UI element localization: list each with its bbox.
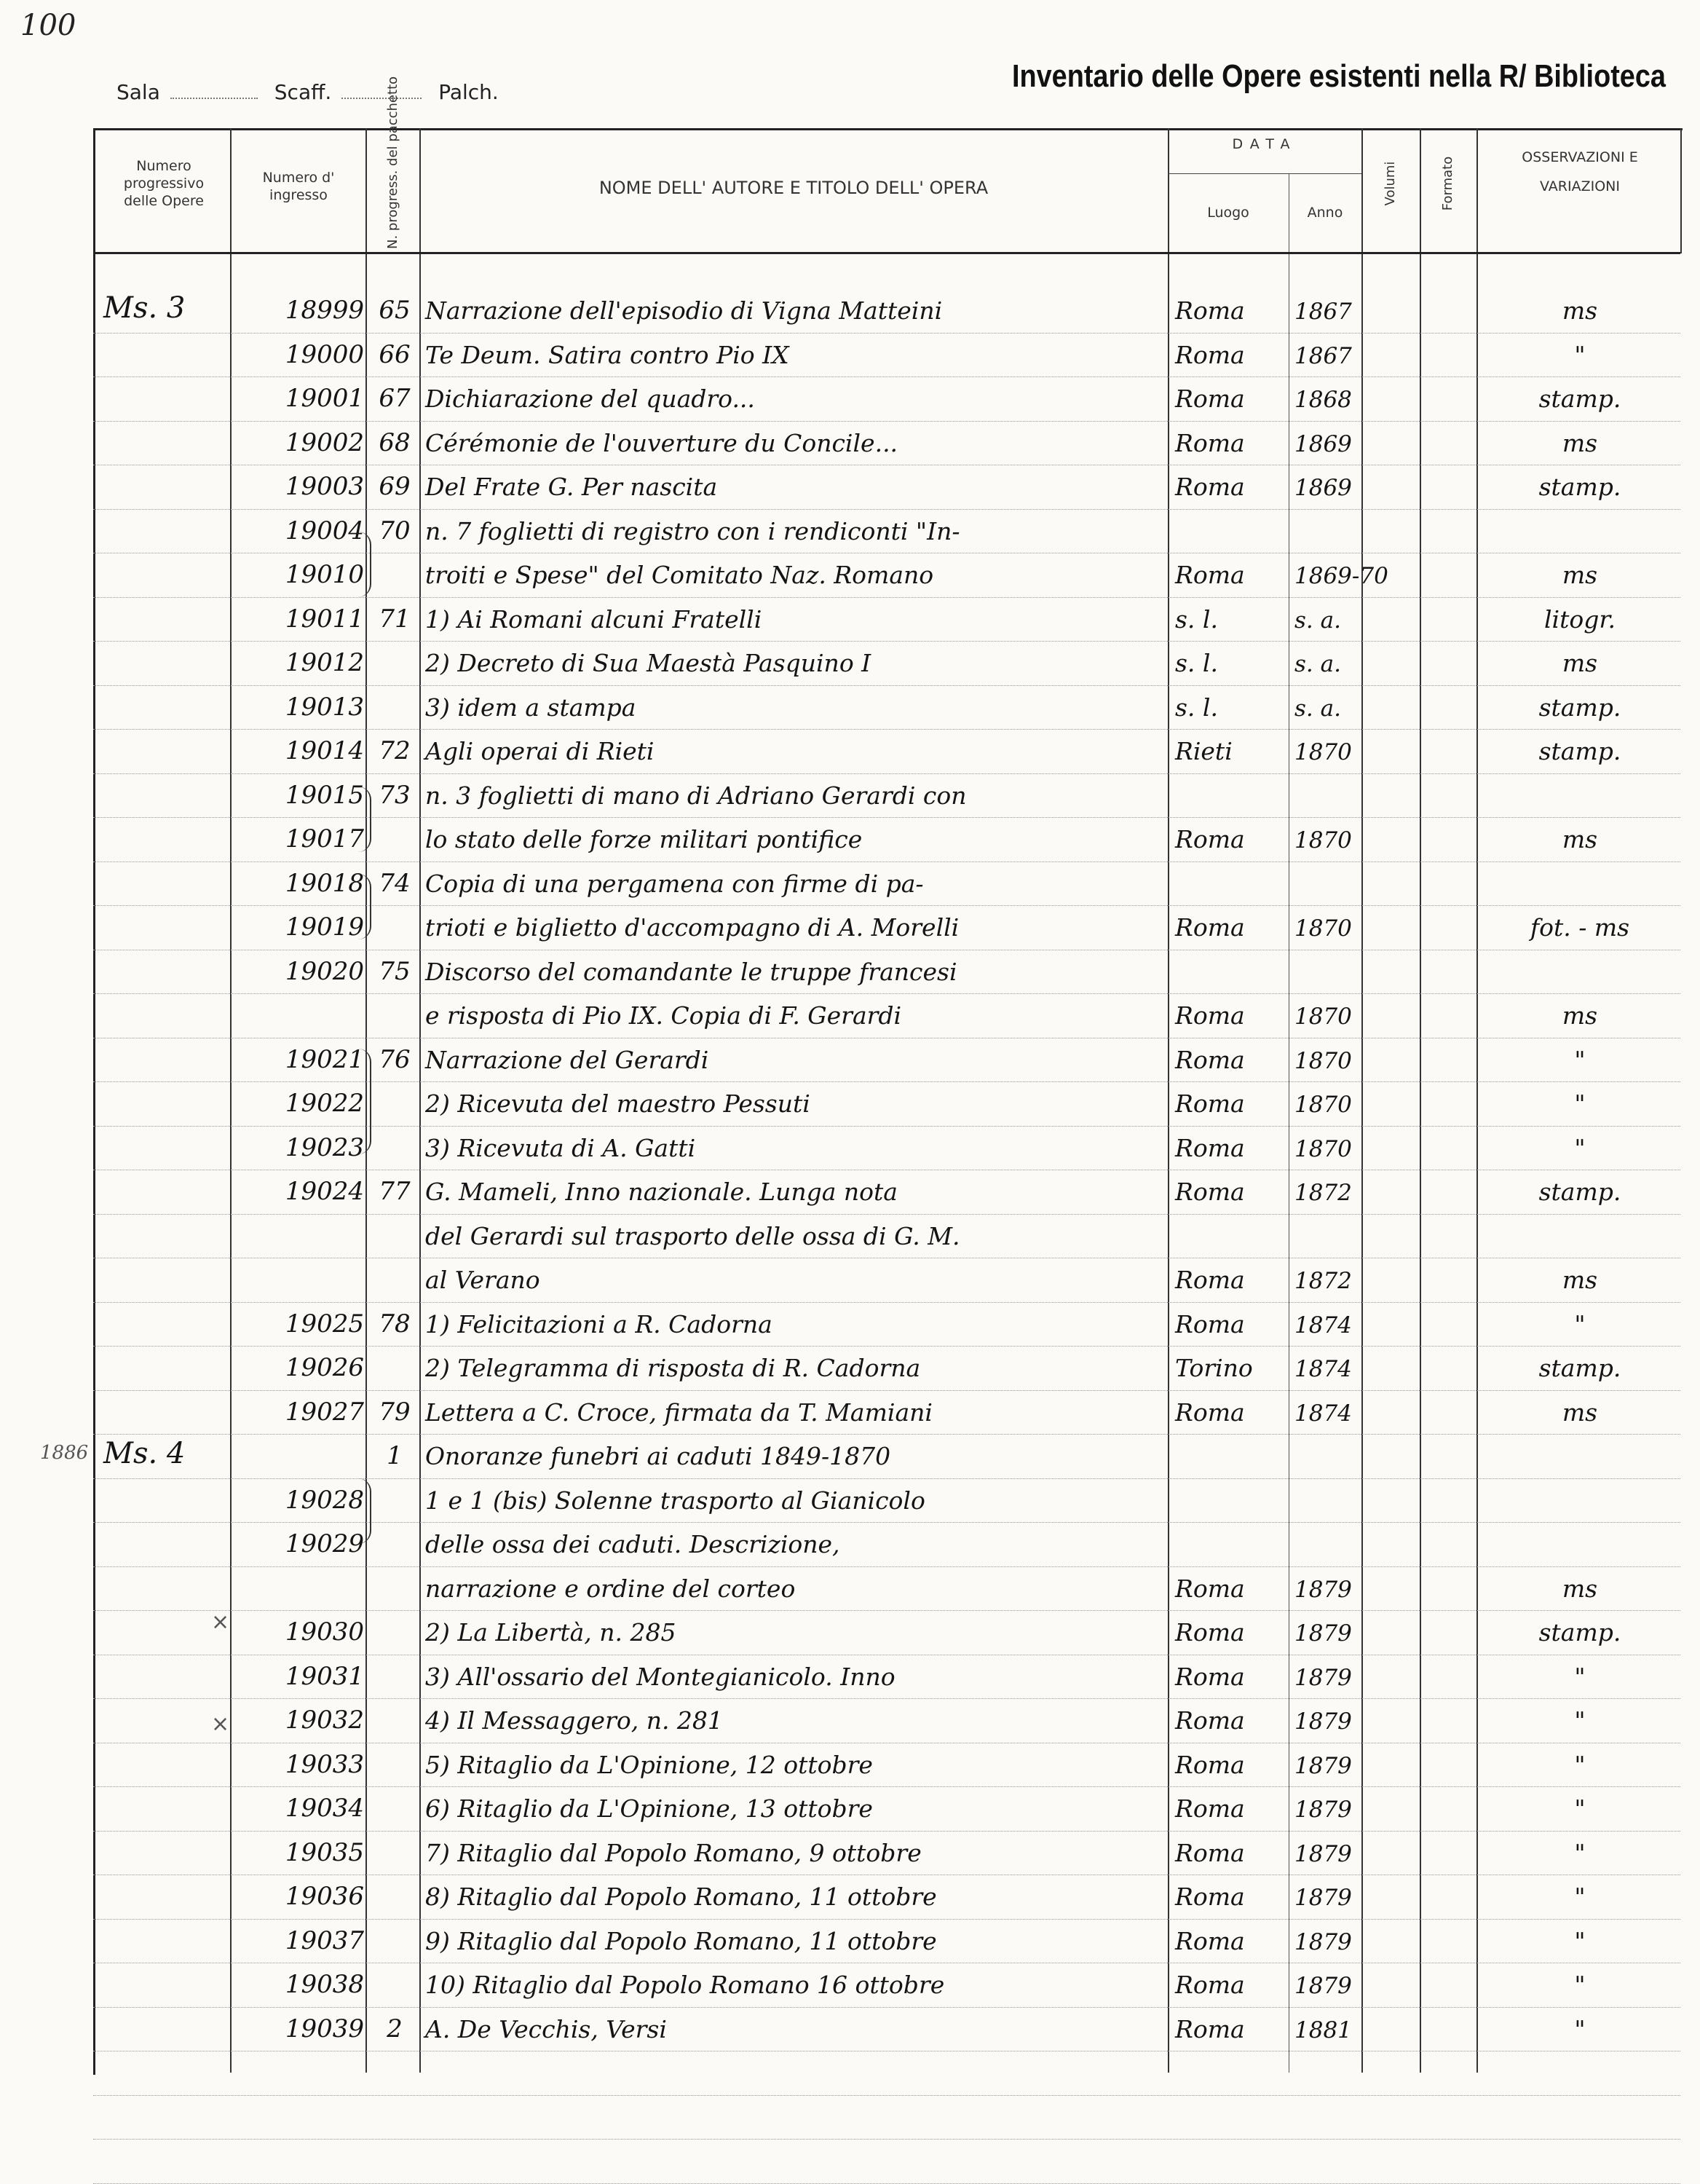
entry-year: 1872 [1294, 1180, 1352, 1206]
entry-observation: " [1574, 1133, 1586, 1162]
entry-ingresso-number: 19012 [285, 648, 364, 677]
entry-ingresso-number: 19025 [285, 1309, 364, 1339]
entry-pacchetto-number: 2 [387, 2014, 403, 2043]
entry-place: Roma [1175, 1089, 1245, 1118]
cross-mark-icon: × [211, 1609, 230, 1635]
entry-title: Onoranze funebri ai caduti 1849-1870 [425, 1442, 891, 1470]
entry-ingresso-number: 19032 [285, 1706, 364, 1735]
entry-observation: " [1574, 340, 1586, 369]
table-row [0, 512, 1700, 548]
table-row [0, 1437, 1700, 1473]
entry-title: Narrazione del Gerardi [425, 1045, 709, 1074]
margin-note: 1886 [40, 1442, 89, 1464]
entry-ingresso-number: 19003 [285, 472, 364, 501]
table-row [0, 688, 1700, 725]
ruled-line [93, 685, 1680, 686]
entry-title: 8) Ritaglio dal Popolo Romano, 11 ottobre [425, 1883, 937, 1911]
entry-year: 1869 [1294, 430, 1352, 457]
entry-ingresso-number: 19014 [285, 736, 364, 765]
entry-observation: stamp. [1538, 737, 1621, 765]
table-row [0, 776, 1700, 813]
entry-ingresso-number: 19020 [285, 956, 364, 986]
entry-observation: ms [1562, 649, 1598, 677]
entry-ingresso-number: 19039 [285, 2014, 364, 2043]
entry-pacchetto-number: 67 [379, 384, 411, 413]
entry-ingresso-number: 19029 [285, 1529, 364, 1558]
entry-place: s. l. [1175, 604, 1218, 634]
entry-observation: stamp. [1538, 385, 1621, 413]
entry-place: Roma [1175, 1574, 1245, 1603]
entry-place: Roma [1175, 1178, 1245, 1206]
entry-place: Roma [1175, 1926, 1245, 1955]
entry-ingresso-number: 18999 [285, 296, 364, 325]
entry-ingresso-number: 19026 [285, 1353, 364, 1382]
ruled-line [93, 2007, 1680, 2008]
table-row [0, 1746, 1700, 1782]
entry-ingresso-number: 19011 [285, 604, 364, 634]
ruled-line [93, 1126, 1680, 1127]
ruled-line [93, 1390, 1680, 1391]
entry-observation: litogr. [1543, 604, 1616, 634]
entry-pacchetto-number: 76 [379, 1044, 411, 1074]
entry-pacchetto-number: 79 [379, 1397, 411, 1427]
entry-title: lo stato delle forze militari pontifice [425, 825, 863, 854]
entry-observation: " [1574, 1309, 1586, 1339]
entry-observation: " [1574, 1089, 1586, 1118]
entry-place: Roma [1175, 1266, 1245, 1294]
entry-title: trioti e biglietto d'accompagno di A. Morelli [425, 913, 960, 942]
table-row [0, 1525, 1700, 1561]
group-brace [355, 1049, 371, 1154]
table-row [0, 1084, 1700, 1121]
entry-year: 1879 [1294, 1708, 1352, 1735]
entry-place: Roma [1175, 1618, 1245, 1647]
entry-place: Roma [1175, 1750, 1245, 1779]
entry-place: s. l. [1175, 693, 1218, 722]
entry-observation: ms [1562, 1266, 1598, 1294]
entry-place: Roma [1175, 1045, 1245, 1074]
entry-title: Copia di una pergamena con firme di pa- [425, 869, 924, 898]
entry-observation: " [1574, 1883, 1586, 1911]
entry-pacchetto-number: 65 [379, 296, 411, 325]
entry-place: s. l. [1175, 649, 1218, 677]
entry-title: 3) idem a stampa [425, 693, 636, 722]
header-formato: Formato [1440, 156, 1455, 211]
table-row [0, 864, 1700, 901]
entry-observation: " [1574, 1838, 1586, 1867]
entry-year: 1870 [1294, 1092, 1352, 1118]
ruled-line [93, 1874, 1680, 1875]
group-brace [355, 874, 371, 939]
ruled-line [93, 1786, 1680, 1787]
table-row [0, 1966, 1700, 2002]
ruled-line [93, 1302, 1680, 1303]
entry-observation: " [1574, 1926, 1586, 1955]
entry-title: Te Deum. Satira contro Pio IX [425, 340, 789, 369]
entry-ingresso-number: 19033 [285, 1749, 364, 1779]
entry-ingresso-number: 19037 [285, 1925, 364, 1955]
ruled-line [93, 1434, 1680, 1435]
entry-year: 1868 [1294, 387, 1352, 413]
entry-title: narrazione e ordine del corteo [425, 1574, 796, 1603]
table-row [0, 1261, 1700, 1297]
table-row [0, 1481, 1700, 1518]
table-row [0, 1172, 1700, 1209]
ruled-line [93, 905, 1680, 906]
ruled-line [93, 1522, 1680, 1523]
table-row [0, 644, 1700, 680]
ruled-line [93, 1698, 1680, 1699]
table-row [0, 600, 1700, 636]
ruled-line [93, 2095, 1680, 2096]
entry-observation: ms [1562, 825, 1598, 854]
page-title: Inventario delle Opere esistenti nella R/ Biblioteca [1012, 58, 1666, 94]
table-row [0, 1569, 1700, 1606]
entry-title: 3) Ricevuta di A. Gatti [425, 1133, 696, 1162]
entry-ingresso-number: 19010 [285, 560, 364, 589]
entry-year: s. a. [1294, 651, 1341, 677]
entry-year: 1867 [1294, 342, 1352, 369]
table-row [0, 1129, 1700, 1165]
entry-pacchetto-number: 66 [379, 339, 411, 369]
entry-observation: " [1574, 1706, 1586, 1735]
entry-year: 1881 [1294, 2017, 1352, 2043]
entry-title: delle ossa dei caduti. Descrizione, [425, 1530, 840, 1558]
entry-year: 1879 [1294, 1752, 1352, 1779]
entry-observation: ms [1562, 428, 1598, 457]
ruled-line [93, 817, 1680, 818]
entry-title: 4) Il Messaggero, n. 281 [425, 1706, 723, 1735]
entry-ingresso-number: 19013 [285, 692, 364, 722]
ruled-line [93, 1478, 1680, 1479]
entry-year: 1870 [1294, 739, 1352, 765]
entry-ingresso-number: 19038 [285, 1970, 364, 1999]
entry-observation: ms [1562, 1574, 1598, 1603]
entry-place: Roma [1175, 1838, 1245, 1867]
entry-ingresso-number: 19028 [285, 1485, 364, 1515]
entry-title: A. De Vecchis, Versi [425, 2014, 667, 2043]
entry-title: 2) Telegramma di risposta di R. Cadorna [425, 1354, 921, 1382]
entry-ingresso-number: 19031 [285, 1661, 364, 1691]
entry-observation: stamp. [1538, 1618, 1621, 1647]
entry-observation: " [1574, 1971, 1586, 1999]
entry-title: Lettera a C. Croce, firmata da T. Mamiani [425, 1397, 933, 1427]
entry-place: Roma [1175, 2014, 1245, 2043]
entry-ingresso-number: 19022 [285, 1089, 364, 1118]
header-osservazioni: OSSERVAZIONI E VARIAZIONI [1522, 149, 1638, 194]
table-row [0, 1877, 1700, 1914]
data-subheader-rule [1168, 173, 1361, 174]
entry-observation: ms [1562, 1397, 1598, 1427]
table-row [0, 2010, 1700, 2046]
header-anno: Anno [1307, 205, 1343, 221]
entry-ingresso-number: 19036 [285, 1882, 364, 1911]
entry-ingresso-number: 19035 [285, 1837, 364, 1867]
table-row [0, 1217, 1700, 1253]
entry-title: 1 e 1 (bis) Solenne trasporto al Gianicolo [425, 1486, 925, 1515]
ruled-line [93, 1831, 1680, 1832]
entry-place: Torino [1175, 1354, 1253, 1382]
entry-ingresso-number: 19019 [285, 912, 364, 942]
header-luogo: Luogo [1207, 205, 1249, 221]
entry-pacchetto-number: 74 [379, 868, 411, 898]
table-row [0, 1305, 1700, 1341]
palch-label: Palch. [438, 80, 499, 104]
table-row [0, 1789, 1700, 1826]
entry-title: 10) Ritaglio dal Popolo Romano 16 ottobre [425, 1971, 945, 1999]
group-brace [355, 787, 371, 852]
table-row [0, 424, 1700, 460]
ruled-line [93, 2183, 1680, 2184]
ruled-line [93, 1214, 1680, 1215]
entry-year: 1870 [1294, 827, 1352, 854]
entry-year: s. a. [1294, 607, 1341, 634]
entry-title: e risposta di Pio IX. Copia di F. Gerardi [425, 1001, 902, 1030]
entry-observation: stamp. [1538, 473, 1621, 501]
entry-title: G. Mameli, Inno nazionale. Lunga nota [425, 1178, 898, 1206]
entry-observation: ms [1562, 561, 1598, 589]
entry-place: Roma [1175, 1706, 1245, 1735]
entry-title: 7) Ritaglio dal Popolo Romano, 9 ottobre [425, 1838, 922, 1867]
entry-ingresso-number: 19018 [285, 868, 364, 898]
entry-place: Roma [1175, 1309, 1245, 1339]
entry-year: 1870 [1294, 1004, 1352, 1030]
entry-title: troiti e Spese" del Comitato Naz. Romano [425, 561, 934, 589]
entry-observation: " [1574, 1662, 1586, 1691]
entry-ingresso-number: 19001 [285, 384, 364, 413]
table-row [0, 996, 1700, 1033]
header-numero-ingresso: Numero d' ingresso [262, 170, 335, 203]
scaff-label: Scaff. [274, 80, 332, 104]
ruled-line [93, 509, 1680, 510]
entry-ingresso-number: 19034 [285, 1794, 364, 1823]
ruled-line [93, 2139, 1680, 2140]
entry-year: 1870 [1294, 1047, 1352, 1074]
table-row [0, 1834, 1700, 1870]
ruled-line [93, 1081, 1680, 1082]
table-row [0, 1041, 1700, 1077]
group-brace [355, 1478, 371, 1544]
table-row [0, 820, 1700, 856]
table-row [0, 953, 1700, 989]
cross-mark-icon: × [211, 1711, 230, 1737]
entry-year: 1874 [1294, 1312, 1352, 1339]
entry-year: 1879 [1294, 1928, 1352, 1955]
entry-title: Agli operai di Rieti [425, 737, 655, 765]
entry-year: 1869 [1294, 475, 1352, 501]
table-row [0, 1922, 1700, 1958]
entry-ingresso-number: 19002 [285, 427, 364, 457]
entry-title: 6) Ritaglio da L'Opinione, 13 ottobre [425, 1794, 873, 1823]
entry-shelfmark: Ms. 3 [103, 291, 186, 325]
entry-observation: " [1574, 2014, 1586, 2043]
entry-year: 1869-70 [1294, 563, 1388, 589]
entry-place: Roma [1175, 296, 1245, 325]
entry-place: Roma [1175, 473, 1245, 501]
entry-pacchetto-number: 69 [379, 472, 411, 501]
entry-title: Discorso del comandante le truppe francesi [425, 957, 957, 986]
table-row [0, 732, 1700, 768]
entry-place: Roma [1175, 428, 1245, 457]
table-row [0, 908, 1700, 945]
entry-pacchetto-number: 68 [379, 427, 411, 457]
entry-year: 1879 [1294, 1973, 1352, 1999]
ruled-line [93, 641, 1680, 642]
table-row [0, 291, 1700, 328]
ruled-line [93, 1566, 1680, 1567]
entry-observation: stamp. [1538, 693, 1621, 722]
entry-place: Roma [1175, 1662, 1245, 1691]
entry-title: n. 3 foglietti di mano di Adriano Gerardi con [425, 781, 967, 810]
entry-observation: stamp. [1538, 1354, 1621, 1382]
ruled-line [93, 773, 1680, 774]
entry-place: Roma [1175, 385, 1245, 413]
table-row [0, 1657, 1700, 1694]
entry-title: Narrazione dell'episodio di Vigna Matteini [425, 296, 943, 325]
entry-pacchetto-number: 77 [379, 1177, 411, 1206]
col-divider [1680, 128, 1682, 253]
entry-pacchetto-number: 75 [379, 956, 411, 986]
entry-year: 1872 [1294, 1268, 1352, 1294]
entry-place: Roma [1175, 561, 1245, 589]
entry-title: Del Frate G. Per nascita [425, 473, 718, 501]
entry-place: Roma [1175, 825, 1245, 854]
entry-year: 1879 [1294, 1885, 1352, 1911]
entry-place: Roma [1175, 1883, 1245, 1911]
entry-ingresso-number: 19015 [285, 780, 364, 810]
entry-observation: " [1574, 1750, 1586, 1779]
entry-year: 1870 [1294, 1135, 1352, 1162]
entry-pacchetto-number: 1 [387, 1441, 403, 1470]
entry-ingresso-number: 19021 [285, 1044, 364, 1074]
entry-title: 2) Decreto di Sua Maestà Pasquino I [425, 649, 871, 677]
entry-year: 1874 [1294, 1356, 1352, 1382]
page-number-mark: 100 [20, 9, 76, 42]
header-numero-progressivo: Numero progressivo delle Opere [123, 158, 205, 209]
entry-title: 1) Ai Romani alcuni Fratelli [425, 604, 762, 634]
table-row [0, 1393, 1700, 1430]
entry-year: 1879 [1294, 1797, 1352, 1823]
entry-place: Rieti [1175, 737, 1233, 765]
entry-pacchetto-number: 78 [379, 1309, 411, 1339]
ruled-line [93, 597, 1680, 598]
table-row [0, 1349, 1700, 1385]
entry-title: 9) Ritaglio dal Popolo Romano, 11 ottobre [425, 1926, 937, 1955]
entry-year: 1879 [1294, 1620, 1352, 1647]
table-row [0, 556, 1700, 592]
entry-title: Cérémonie de l'ouverture du Concile... [425, 428, 898, 457]
ruled-line [93, 1346, 1680, 1347]
sala-label: Sala [116, 80, 160, 104]
ruled-line [93, 993, 1680, 994]
header-nome-autore: NOME DELL' AUTORE E TITOLO DELL' OPERA [598, 178, 989, 198]
header-bottom-rule [93, 252, 1680, 254]
entry-place: Roma [1175, 1971, 1245, 1999]
header-volumi: Volumi [1383, 161, 1398, 206]
group-brace [355, 532, 371, 597]
entry-observation: fot. - ms [1530, 913, 1630, 942]
entry-title: del Gerardi sul trasporto delle ossa di G. M. [425, 1221, 960, 1250]
ruled-line [93, 421, 1680, 422]
entry-title: n. 7 foglietti di registro con i rendiconti "In- [425, 516, 960, 545]
table-row [0, 468, 1700, 504]
entry-year: 1879 [1294, 1576, 1352, 1603]
table-row [0, 1613, 1700, 1649]
header-n-progress-pacchetto: N. progress. del pacchetto [385, 76, 400, 249]
entry-pacchetto-number: 71 [379, 604, 411, 634]
entry-year: 1879 [1294, 1840, 1352, 1867]
entry-observation: ms [1562, 1001, 1598, 1030]
table-row [0, 379, 1700, 416]
entry-observation: ms [1562, 296, 1598, 325]
table-row [0, 1701, 1700, 1738]
entry-ingresso-number: 19004 [285, 516, 364, 545]
entry-observation: " [1574, 1794, 1586, 1823]
entry-title: 2) Ricevuta del maestro Pessuti [425, 1089, 810, 1118]
entry-place: Roma [1175, 340, 1245, 369]
shelf-fields [116, 80, 499, 104]
entry-observation: stamp. [1538, 1178, 1621, 1206]
ruled-line [93, 1919, 1680, 1920]
table-row [0, 336, 1700, 372]
entry-ingresso-number: 19000 [285, 339, 364, 369]
entry-shelfmark: Ms. 4 [103, 1437, 186, 1470]
entry-ingresso-number: 19024 [285, 1177, 364, 1206]
entry-pacchetto-number: 70 [379, 516, 411, 545]
entry-place: Roma [1175, 1001, 1245, 1030]
entry-ingresso-number: 19027 [285, 1397, 364, 1427]
entry-year: s. a. [1294, 695, 1341, 722]
entry-ingresso-number: 19030 [285, 1617, 364, 1647]
entry-title: 2) La Libertà, n. 285 [425, 1618, 676, 1647]
header-data: DATA [1232, 136, 1297, 152]
entry-title: 1) Felicitazioni a R. Cadorna [425, 1309, 772, 1339]
entry-place: Roma [1175, 1794, 1245, 1823]
entry-title: Dichiarazione del quadro... [425, 385, 755, 413]
entry-place: Roma [1175, 1397, 1245, 1427]
entry-place: Roma [1175, 913, 1245, 942]
entry-pacchetto-number: 72 [379, 736, 411, 765]
entry-ingresso-number: 19023 [285, 1132, 364, 1162]
entry-pacchetto-number: 73 [379, 780, 411, 810]
entry-ingresso-number: 19017 [285, 824, 364, 854]
entry-year: 1870 [1294, 915, 1352, 942]
entry-place: Roma [1175, 1133, 1245, 1162]
entry-title: 5) Ritaglio da L'Opinione, 12 ottobre [425, 1750, 873, 1779]
entry-title: 3) All'ossario del Montegianicolo. Inno [425, 1662, 896, 1691]
entry-observation: " [1574, 1045, 1586, 1074]
ruled-line [93, 729, 1680, 730]
entry-year: 1874 [1294, 1400, 1352, 1427]
entry-year: 1879 [1294, 1664, 1352, 1691]
entry-title: al Verano [425, 1266, 540, 1294]
entry-year: 1867 [1294, 299, 1352, 325]
ruled-line [93, 1610, 1680, 1611]
ruled-line [93, 333, 1680, 334]
